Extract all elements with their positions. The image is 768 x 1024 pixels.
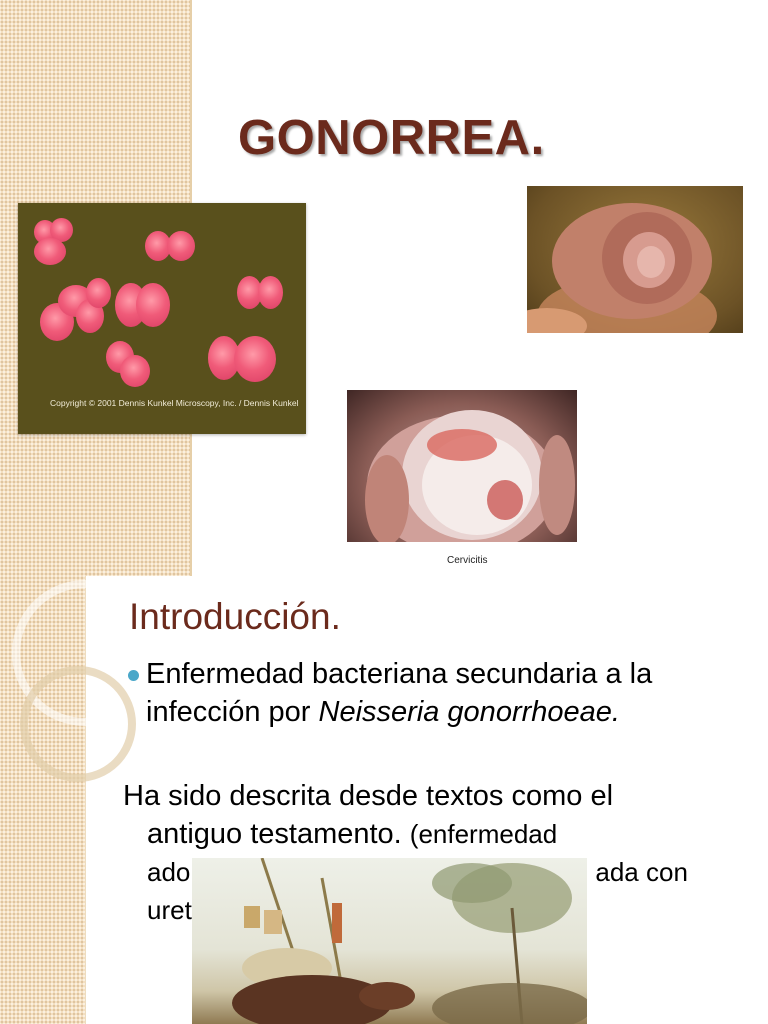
paragraph-line-2-small: (enfermedad [409, 819, 558, 849]
paragraph-line-1: Ha sido descrita desde textos como el [123, 780, 614, 812]
bacteria-cell [258, 276, 283, 309]
painting-illustration [192, 858, 587, 1024]
clinical-photo-cervicitis [347, 390, 577, 542]
bacteria-cell [136, 283, 170, 327]
bacteria-cell [120, 355, 150, 387]
clinical-photo-1-illustration [527, 186, 743, 333]
bacteria-cell [234, 336, 276, 382]
paragraph-line-2-main: antiguo testamento. [147, 818, 410, 850]
paragraph-line-3-left: ado [147, 857, 191, 887]
bacteria-cell [34, 238, 66, 265]
paragraph-line-4: uret [147, 895, 192, 925]
bullet-text: Enfermedad bacteriana secundaria a la infección por [146, 658, 653, 728]
slide-introduction [0, 576, 768, 1024]
micrograph-copyright: Copyright © 2001 Dennis Kunkel Microscopy, Inc. / Dennis Kunkel [50, 398, 299, 408]
bacteria-cell [167, 231, 195, 261]
bullet-point [126, 655, 736, 731]
slide-title-text: GONORREA. [238, 111, 545, 165]
section-heading: Introducción. [129, 596, 341, 637]
bacteria-cell [86, 278, 111, 308]
photo-caption: Cervicitis [447, 555, 488, 566]
paragraph-line-2 [123, 815, 723, 853]
bullet-italic-text: Neisseria gonorrhoeae. [318, 696, 620, 728]
micrograph-image [18, 203, 306, 434]
decorative-ring [20, 666, 136, 782]
paragraph-line-3-right: ada con [595, 857, 688, 887]
clinical-photo-2-illustration [347, 390, 577, 542]
clinical-photo-1 [527, 186, 743, 333]
historical-painting [192, 858, 587, 1024]
